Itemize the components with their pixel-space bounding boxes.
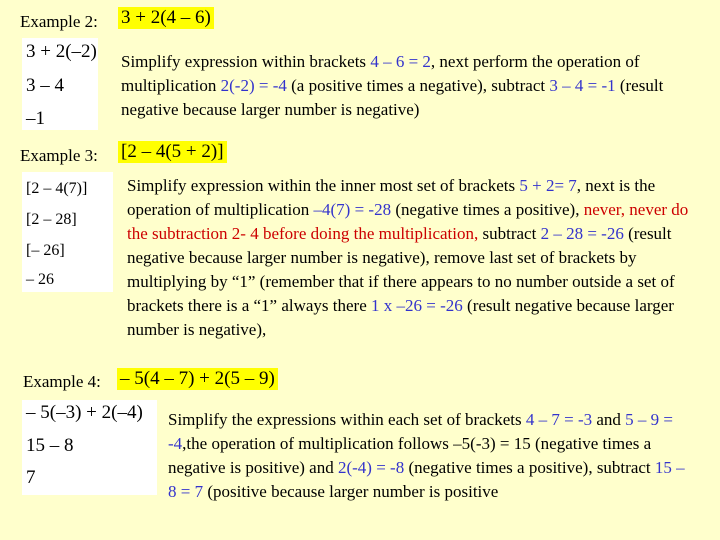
- example-3-expression: [2 – 4(5 + 2)]: [118, 141, 227, 163]
- example-3-label: Example 3:: [20, 146, 98, 165]
- example-4-label: Example 4:: [23, 372, 101, 391]
- step: –1: [26, 108, 45, 129]
- example-2-steps: [22, 38, 98, 130]
- example-4-explanation: Simplify the expressions within each set of brackets 4 – 7 = -3 and 5 – 9 = -4,the operation of multiplication follows –5(-3) = 15 (negative times a negative is positive) and 2(-4) = -8 (negative times a positive), subtract 15 – 8 = 7 (positive because larger number is positive: [168, 410, 685, 501]
- example-2-label: Example 2:: [20, 12, 98, 31]
- example-2-expression: 3 + 2(4 – 6): [118, 7, 214, 29]
- example-4-expression: – 5(4 – 7) + 2(5 – 9): [117, 368, 278, 390]
- step: 7: [26, 467, 36, 488]
- step: 3 + 2(–2): [26, 41, 97, 62]
- example-4-steps: [22, 400, 157, 495]
- step: [2 – 4(7)]: [26, 180, 88, 197]
- step: – 26: [26, 271, 54, 288]
- example-2-explanation: Simplify expression within brackets 4 – 6 = 2, next perform the operation of multiplication 2(-2) = -4 (a positive times a negative), subtract 3 – 4 = -1 (result negative because larger number is negative): [121, 52, 664, 119]
- step: 3 – 4: [26, 75, 64, 96]
- step: – 5(–3) + 2(–4): [26, 402, 143, 423]
- step: [– 26]: [26, 242, 65, 259]
- example-3-explanation: Simplify expression within the inner most set of brackets 5 + 2= 7, next is the operation of multiplication –4(7) = -28 (negative times a positive), never, never do the subtraction 2- 4 before doing the multiplication, subtract 2 – 28 = -26 (result negative because larger number is negative), remove last set of brackets by multiplying by “1” (remember that if there appears to no number outside a set of brackets there is a “1” always there 1 x –26 = -26 (result negative because larger number is negative),: [127, 176, 689, 339]
- step: 15 – 8: [26, 435, 74, 456]
- example-3-steps: [22, 172, 113, 292]
- step: [2 – 28]: [26, 211, 77, 228]
